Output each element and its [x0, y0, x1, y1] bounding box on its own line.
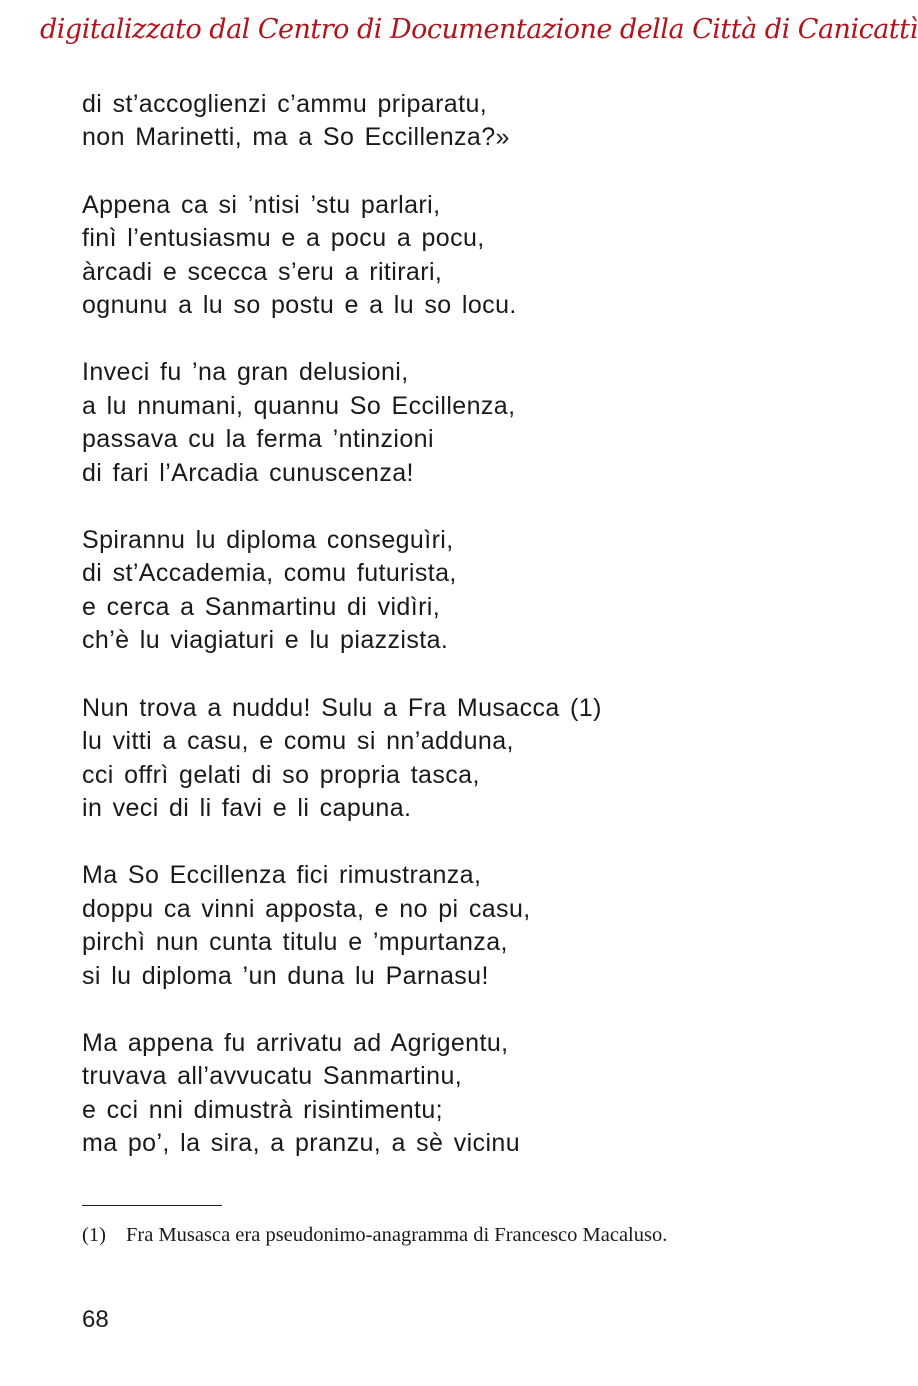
poem-line: di st’Accademia, comu futurista,	[82, 559, 457, 588]
watermark-text: digitalizzato dal Centro di Documentazione della Città di Canicattì	[40, 14, 918, 45]
stanza	[82, 859, 762, 993]
stanza	[82, 189, 762, 323]
poem-line: Spirannu lu diploma conseguìri,	[82, 526, 454, 555]
poem-line: cci offrì gelati di so propria tasca,	[82, 760, 480, 789]
stanza	[82, 692, 762, 826]
poem-line: a lu nnumani, quannu So Eccillenza,	[82, 391, 516, 420]
poem-line: finì l’entusiasmu e a pocu a pocu,	[82, 224, 485, 253]
poem-line: doppu ca vinni apposta, e no pi casu,	[82, 894, 531, 923]
poem-line: non Marinetti, ma a So Eccillenza?»	[82, 123, 510, 152]
stanza	[82, 1027, 762, 1161]
stanza	[82, 356, 762, 490]
stanza	[82, 524, 762, 658]
poem-line: Inveci fu ’na gran delusioni,	[82, 358, 409, 387]
poem-line: e cci nni dimustrà risintimentu;	[82, 1095, 444, 1124]
poem-line: in veci di li favi e li capuna.	[82, 793, 412, 822]
poem-line: ch’è lu viagiaturi e lu piazzista.	[82, 626, 449, 655]
footnote-divider	[82, 1205, 222, 1206]
poem-line: Ma appena fu arrivatu ad Agrigentu,	[82, 1028, 509, 1057]
poem-line: Ma So Eccillenza fici rimustranza,	[82, 861, 482, 890]
stanza	[82, 88, 762, 155]
footnote-marker: (1)	[82, 1224, 106, 1246]
poem-line: ognunu a lu so postu e a lu so locu.	[82, 291, 517, 320]
poem-line: ma po’, la sira, a pranzu, a sè vicinu	[82, 1129, 521, 1158]
poem-line: di fari l’Arcadia cunuscenza!	[82, 458, 414, 487]
footnote-text: Fra Musasca era pseudonimo-anagramma di Francesco Macaluso.	[126, 1224, 668, 1246]
poem-line: di st’accoglienzi c’ammu priparatu,	[82, 90, 488, 118]
poem-line: Nun trova a nuddu! Sulu a Fra Musacca (1)	[82, 693, 602, 722]
poem-line: lu vitti a casu, e comu si nn’adduna,	[82, 727, 514, 756]
poem-line: e cerca a Sanmartinu di vidìri,	[82, 592, 441, 621]
poem-line: truvava all’avvucatu Sanmartinu,	[82, 1062, 463, 1091]
poem-line: Appena ca si ’ntisi ’stu parlari,	[82, 190, 441, 219]
poem-line: pirchì nun cunta titulu e ’mpurtanza,	[82, 928, 508, 957]
poem-line: si lu diploma ’un duna lu Parnasu!	[82, 961, 489, 990]
poem-body	[82, 88, 762, 1195]
poem-line: àrcadi e scecca s’eru a ritirari,	[82, 257, 443, 286]
page-number: 68	[82, 1306, 109, 1333]
poem-line: passava cu la ferma ’ntinzioni	[82, 425, 434, 454]
footnote	[82, 1222, 762, 1249]
